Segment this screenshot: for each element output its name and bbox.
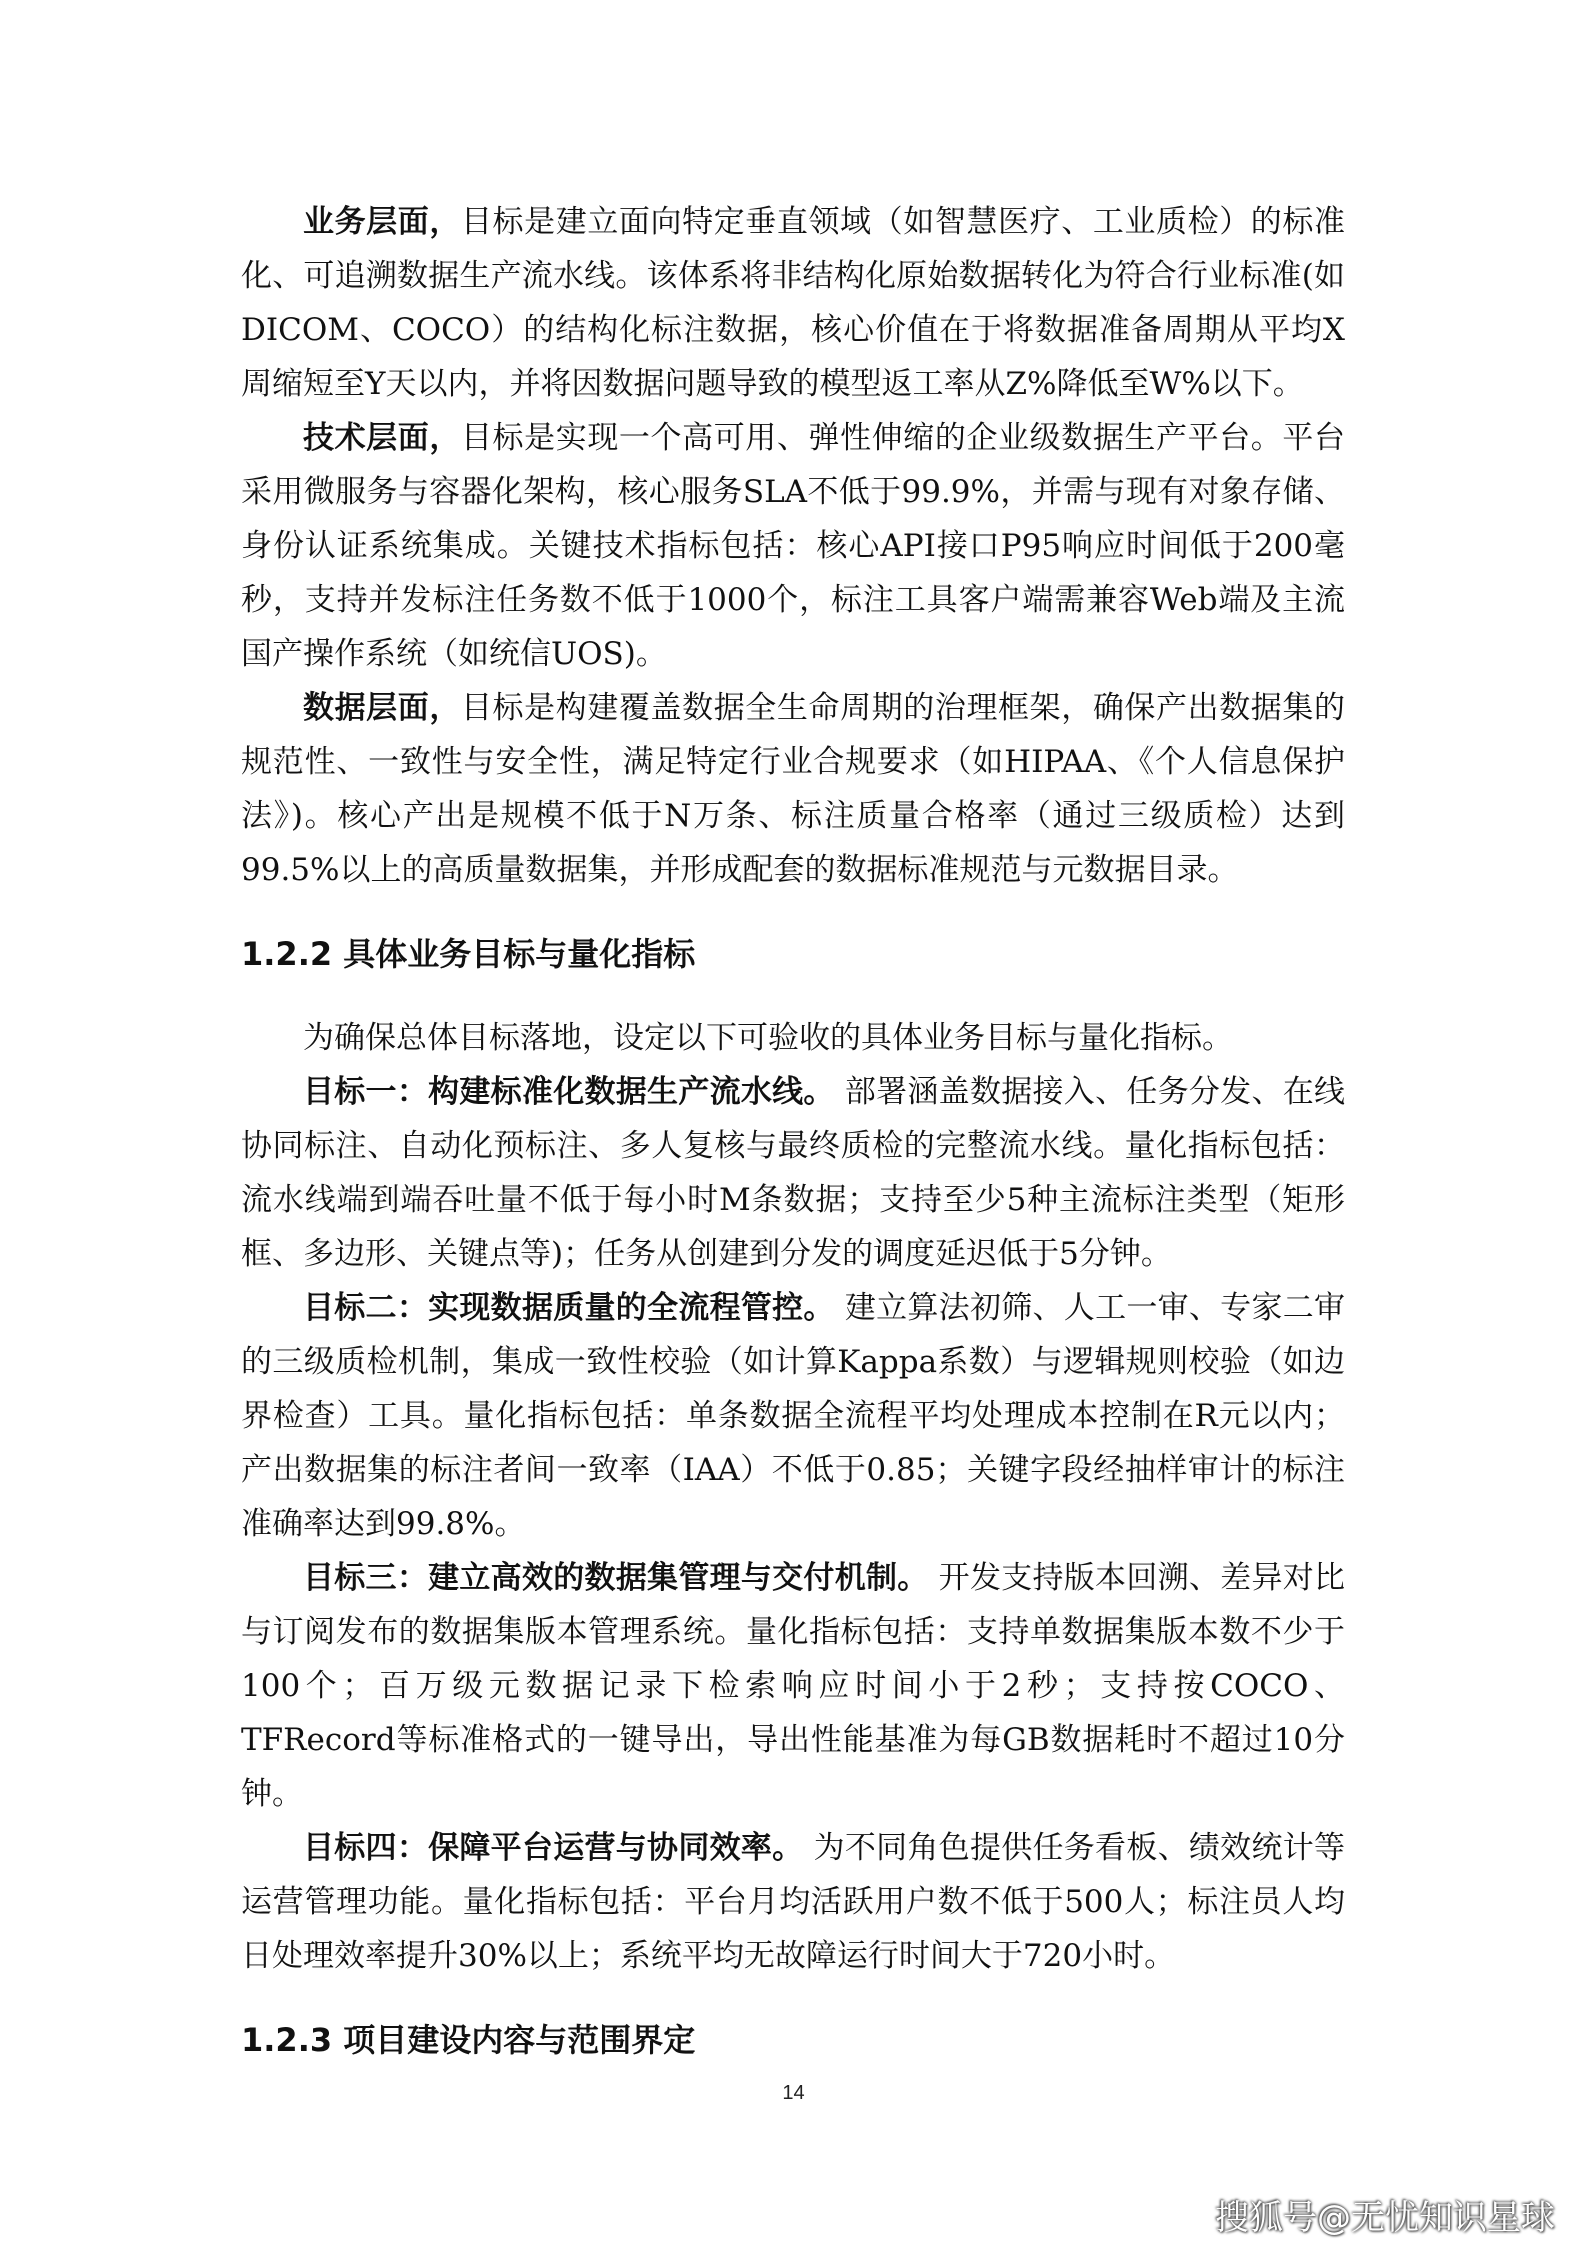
goal-title: 目标四：保障平台运营与协同效率。 — [303, 1830, 804, 1866]
page-number: 14 — [782, 2082, 805, 2104]
goal-text: 为不同角色提供任务看板、绩效统计等运营管理功能。量化指标包括：平台月均活跃用户数不低于500人；标注员人均日处理效率提升30%以上；系统平均无故障运行时间大于720小时。 — [241, 1830, 1345, 1974]
goal-title: 目标二：实现数据质量的全流程管控。 — [303, 1290, 835, 1326]
paragraph-business-level — [241, 195, 1345, 411]
paragraph-lead: 数据层面， — [303, 690, 461, 726]
watermark: 搜狐号@无忧知识星球 — [1215, 2198, 1555, 2238]
goal-title: 目标一：构建标准化数据生产流水线。 — [303, 1074, 835, 1110]
section-heading-1-2-2: 1.2.2 具体业务目标与量化指标 — [241, 935, 696, 973]
goal-title: 目标三：建立高效的数据集管理与交付机制。 — [303, 1560, 929, 1596]
paragraph-goal-1 — [241, 1065, 1345, 1281]
paragraph-lead: 业务层面， — [303, 204, 461, 240]
paragraph-intro: 为确保总体目标落地，设定以下可验收的具体业务目标与量化指标。 — [303, 1020, 1233, 1056]
document-body — [241, 195, 1345, 2097]
paragraph-lead: 技术层面， — [303, 420, 461, 456]
paragraph-goal-4 — [241, 1821, 1345, 1983]
paragraph-technical-level — [241, 411, 1345, 681]
paragraph-data-level — [241, 681, 1345, 897]
paragraph-goal-3 — [241, 1551, 1345, 1821]
goal-text: 部署涵盖数据接入、任务分发、在线协同标注、自动化预标注、多人复核与最终质检的完整流水线。量化指标包括：流水线端到端吞吐量不低于每小时M条数据；支持至少5种主流标注类型（矩形框、多边形、关键点等)；任务从创建到分发的调度延迟低于5分钟。 — [241, 1074, 1346, 1272]
paragraph-goal-2 — [241, 1281, 1345, 1551]
goal-text: 开发支持版本回溯、差异对比与订阅发布的数据集版本管理系统。量化指标包括：支持单数据集版本数不少于100个；百万级元数据记录下检索响应时间小于2秒；支持按COCO、TFRecord等标准格式的一键导出，导出性能基准为每GB数据耗时不超过10分钟。 — [241, 1560, 1346, 1812]
section-heading-1-2-3: 1.2.3 项目建设内容与范围界定 — [241, 2021, 696, 2059]
paragraph-text: 目标是建立面向特定垂直领域（如智慧医疗、工业质检）的标准化、可追溯数据生产流水线。该体系将非结构化原始数据转化为符合行业标准(如DICOM、COCO）的结构化标注数据，核心价值在于将数据准备周期从平均X周缩短至Y天以内，并将因数据问题导致的模型返工率从Z%降低至W%以下。 — [241, 204, 1345, 402]
paragraph-text: 目标是构建覆盖数据全生命周期的治理框架，确保产出数据集的规范性、一致性与安全性，满足特定行业合规要求（如HIPAA、《个人信息保护法》)。核心产出是规模不低于N万条、标注质量合格率（通过三级质检）达到99.5%以上的高质量数据集，并形成配套的数据标准规范与元数据目录。 — [241, 690, 1345, 888]
goal-text: 建立算法初筛、人工一审、专家二审的三级质检机制，集成一致性校验（如计算Kappa系数）与逻辑规则校验（如边界检查）工具。量化指标包括：单条数据全流程平均处理成本控制在R元以内；产出数据集的标注者间一致率（IAA）不低于0.85；关键字段经抽样审计的标注准确率达到99.8%。 — [241, 1290, 1346, 1542]
paragraph-text: 目标是实现一个高可用、弹性伸缩的企业级数据生产平台。平台采用微服务与容器化架构，核心服务SLA不低于99.9%，并需与现有对象存储、身份认证系统集成。关键技术指标包括：核心API接口P95响应时间低于200毫秒，支持并发标注任务数不低于1000个，标注工具客户端需兼容Web端及主流国产操作系统（如统信UOS)。 — [241, 420, 1345, 672]
